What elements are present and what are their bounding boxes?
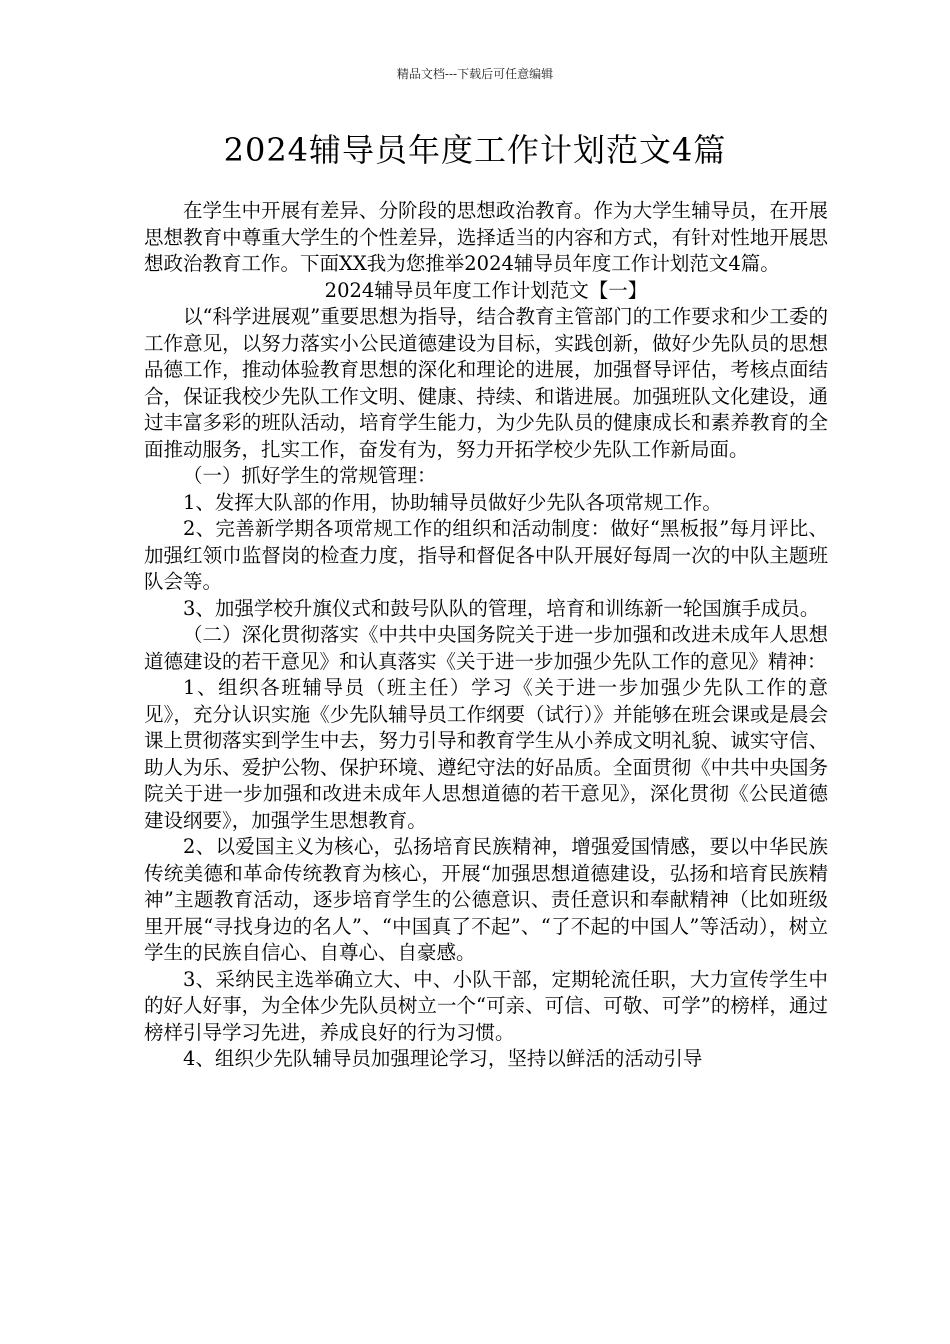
document-title: 2024辅导员年度工作计划范文4篇 [223,131,727,169]
list-item: 4、组织少先队辅导员加强理论学习，坚持以鲜活的活动引导 [183,1047,703,1070]
intro-paragraph: 在学生中开展有差异、分阶段的思想政治教育。作为大学生辅导员，在开展思想教育中尊重大学生的个性差异，选择适当的内容和方式，有针对性地开展思想政治教育工作。下面XX我为您推举2024辅导员年度工作计划范文4篇。 [144,199,828,275]
list-item: 1、组织各班辅导员（班主任）学习《关于进一步加强少先队工作的意见》，充分认识实施《少先队辅导员工作纲要（试行）》并能够在班会课或是晨会课上贯彻落实到学生中去，努力引导和教育学生从小养成文明礼貌、诚实守信、助人为乐、爱护公物、保护环境、遵纪守法的好品质。全面贯彻《中共中央国务院关于进一步加强和改进未成年人思想道德的若干意见》，深化贯彻《公民道德建设纲要》，加强学生思想教育。 [144,676,828,832]
page-header: 精品文档---下载后可任意编辑 [396,67,554,81]
document-body [144,198,828,1073]
list-item: 3、加强学校升旗仪式和鼓号队队的管理，培育和训练新一轮国旗手成员。 [183,596,820,620]
list-item: 3、采纳民主选举确立大、中、小队干部，定期轮流任职，大力宣传学生中的好人好事，为全体少先队员树立一个“可亲、可信、可敬、可学”的榜样，通过榜样引导学习先进，养成良好的行为习惯。 [144,967,828,1044]
list-item: 2、完善新学期各项常规工作的组织和活动制度：做好“黑板报”每月评比、加强红领巾监督岗的检查力度，指导和督促各中队开展好每周一次的中队主题班队会等。 [144,517,828,593]
subheading: （一）抓好学生的常规管理： [183,464,437,487]
list-item: 2、以爱国主义为核心，弘扬培育民族精神，增强爱国情感，要以中华民族传统美德和革命传统教育为核心，开展“加强思想道德建设，弘扬和培育民族精神”主题教育活动，逐步培育学生的公德意识、责任意识和奉献精神（比如班级里开展“寻找身边的名人”、“中国真了不起”、“了不起的中国人”等活动），树立学生的民族自信心、自尊心、自豪感。 [144,835,828,964]
section-heading: 2024辅导员年度工作计划范文【一】 [324,278,648,302]
list-item: 1、发挥大队部的作用，协助辅导员做好少先队各项常规工作。 [183,490,722,514]
subheading: （二）深化贯彻落实《中共中央国务院关于进一步加强和改进未成年人思想道德建设的若干意见》和认真落实《关于进一步加强少先队工作的意见》精神： [144,623,828,673]
body-paragraph: 以“科学进展观”重要思想为指导，结合教育主管部门的工作要求和少工委的工作意见，以努力落实小公民道德建设为目标，实践创新，做好少先队员的思想品德工作，推动体验教育思想的深化和理论的进展，加强督导评估，考核点面结合，保证我校少先队工作文明、健康、持续、和谐进展。加强班队文化建设，通过丰富多彩的班队活动，培育学生能力，为少先队员的健康成长和素养教育的全面推动服务，扎实工作，奋发有为，努力开拓学校少先队工作新局面。 [144,305,828,461]
